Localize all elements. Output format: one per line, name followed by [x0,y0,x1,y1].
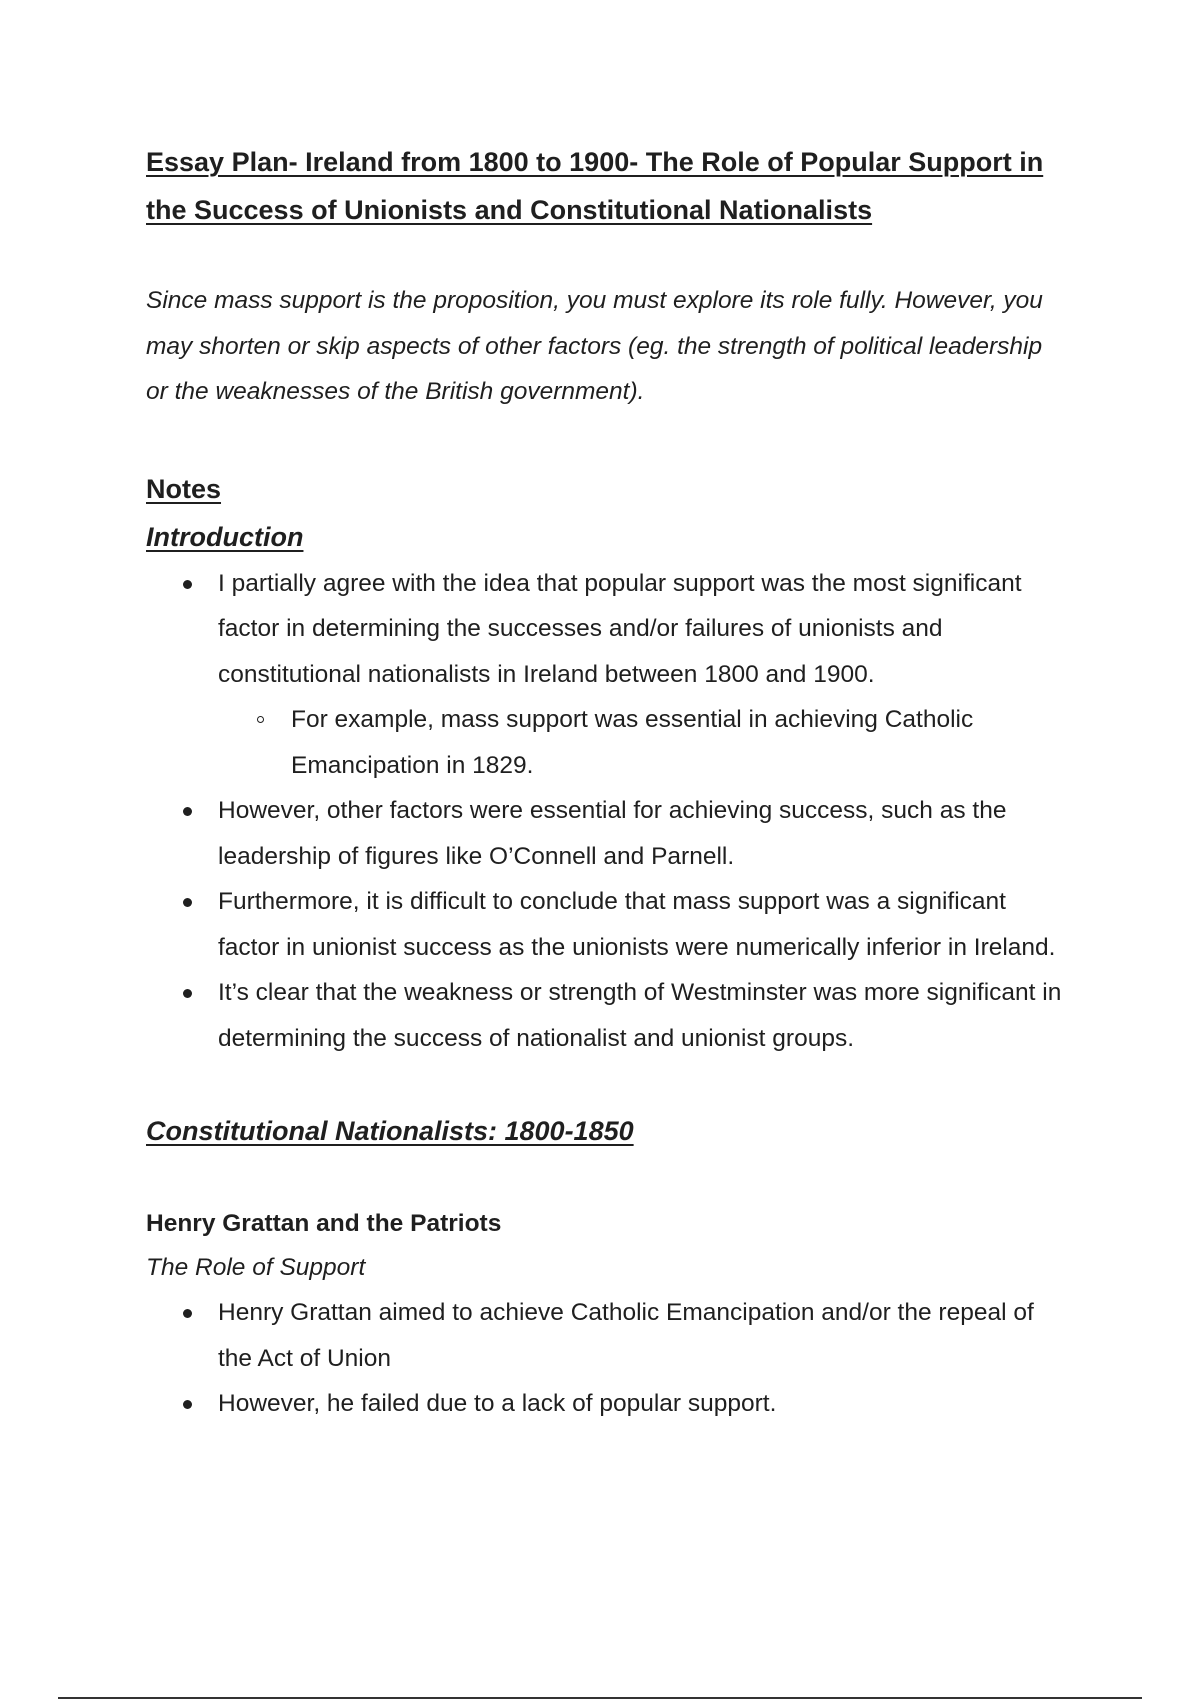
list-item [146,970,1066,1061]
sub-list-item [218,697,1066,788]
bullet-icon [183,1309,192,1318]
list-item-text: Furthermore, it is difficult to conclude that mass support was a significant factor in unionist success as the unionists were numerically inferior in Ireland. [218,888,1056,961]
bullet-icon [183,1400,192,1409]
bullet-icon [183,898,192,907]
document-page [146,138,1066,1427]
list-item-text: It’s clear that the weakness or strength of Westminster was more significant in determining the success of nationalist and unionist groups. [218,979,1062,1052]
hollow-bullet-icon [257,716,264,723]
subsubsection-heading: The Role of Support [146,1254,366,1281]
list-item [146,1290,1066,1381]
bullet-icon [183,580,192,589]
subsection-heading: Henry Grattan and the Patriots [146,1210,502,1237]
list-item [146,561,1066,789]
section-heading: Constitutional Nationalists: 1800-1850 [146,1116,634,1146]
introduction-list [146,561,1066,1062]
list-item-text: However, he failed due to a lack of popular support. [218,1390,777,1417]
section-list [146,1290,1066,1427]
list-item [146,1381,1066,1427]
list-item-text: I partially agree with the idea that popular support was the most significant factor in determining the successes and/or failures of unionists and constitutional nationalists in Ireland between 1800 and 1900. [218,569,1022,688]
sub-list [218,697,1066,788]
list-item [146,879,1066,970]
list-item-text: Henry Grattan aimed to achieve Catholic Emancipation and/or the repeal of the Act of Union [218,1299,1034,1372]
footer-divider [58,1697,1142,1699]
list-item-text: However, other factors were essential for achieving success, such as the leadership of figures like O’Connell and Parnell. [218,797,1007,870]
document-title: Essay Plan- Ireland from 1800 to 1900- The Role of Popular Support in the Success of Unionists and Constitutional Nationalists [146,147,1044,225]
bullet-icon [183,989,192,998]
sub-list-item-text: For example, mass support was essential in achieving Catholic Emancipation in 1829. [291,706,974,779]
intro-paragraph: Since mass support is the proposition, you must explore its role fully. However, you may shorten or skip aspects of other factors (eg. the strength of political leadership or the weaknesses of the British government). [146,287,1043,405]
notes-heading: Notes [146,473,222,504]
bullet-icon [183,807,192,816]
introduction-heading: Introduction [146,521,304,552]
list-item [146,788,1066,879]
